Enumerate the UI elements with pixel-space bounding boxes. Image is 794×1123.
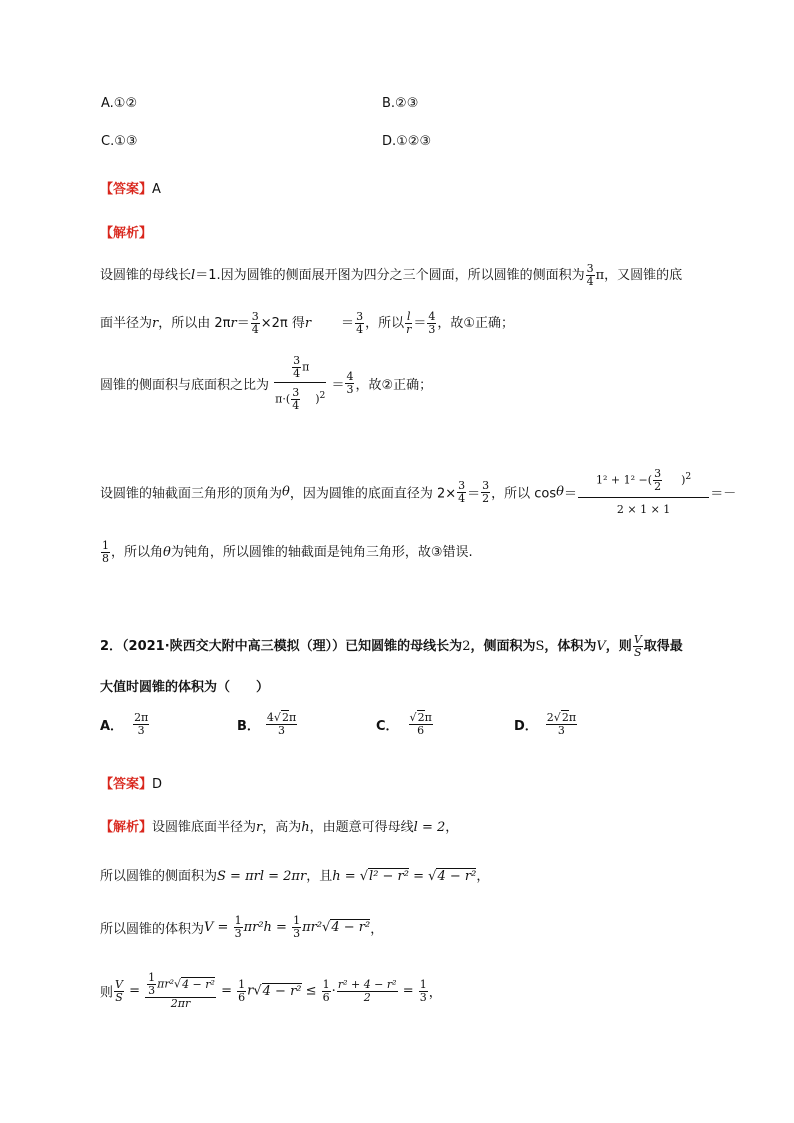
text: ，所以 [365,316,405,331]
paren: ) [315,392,320,406]
text: ， [476,869,490,884]
var-r: r [230,316,237,331]
q2-stem-line1 [100,634,683,659]
q2-source: （2021·陕西交大附中高三模拟（理）） [122,639,346,654]
option-c-text: C.①③ [101,134,138,149]
num-pre: 4 [266,711,274,724]
option-d [382,134,431,149]
equals: = [398,983,418,999]
num: 1 [293,914,301,927]
q1-line2 [100,311,514,336]
dot: · [331,983,336,999]
q2-number: 2． [100,639,123,654]
num: 4 [346,370,354,383]
option-d-text: D.①②③ [382,134,432,149]
answer-value: A [152,182,161,197]
q1-line4 [100,468,736,516]
text: 圆锥的侧面积与底面积之比为 [100,378,270,393]
var-r: r [152,316,159,331]
value: 2 [462,639,471,654]
fraction-avg [337,979,398,1004]
equation: l = 2 [413,820,446,835]
option-label: C． [376,719,399,734]
q2-analysis-line3: 所以圆锥的体积为V = $\frac{1}{3}$ πr²h = $\frac{1}{3}$ πr²√4 − r²， [100,914,384,940]
q2-analysis-line4: 则 $\frac{V}{S}$ = $\frac{1}{3}$ πr²√4 − r² 2πr = $\frac{1}{6}$ r√4 − r² ≤ $\frac{1}{6}$ · $\frac{\text{r² + 4 − r²}}{2}$ = $\frac{1}{3}$ ， [100,971,442,1010]
fraction-4-3 [427,311,436,336]
text: ，又圆锥的底 [604,268,683,283]
q1-line3 [100,355,432,412]
text: 大值时圆锥的体积为（ ） [100,680,270,695]
num: 3 [458,478,466,492]
big-fraction [145,972,216,1010]
text: 所以圆锥的侧面积为 [100,869,218,884]
text: ，故②正确； [355,378,433,393]
den: 3 [278,724,286,737]
radicand: 2 [417,711,425,724]
text: ，高为 [262,820,302,835]
fraction-V-S [114,979,124,1004]
text: 设圆锥的母线长 [100,268,192,283]
den: 3 [148,984,156,997]
q2-option-c [376,712,434,737]
text: ，所以角 [111,545,164,560]
num: 3 [356,310,364,323]
text: ＝ [413,316,427,331]
pi: π [595,268,605,283]
den: 4 [458,491,466,505]
equation: πr²h = [243,920,292,935]
radicand: 4 − r² [331,920,371,935]
square: 2 [319,389,326,401]
den: 4 [293,367,301,380]
var-theta: θ [163,545,171,560]
den: 4 [251,323,259,336]
paren: ( [647,473,653,487]
fraction-1-3 [419,979,428,1004]
num: 1 [238,977,246,991]
var-r: r [304,316,312,331]
num: V [633,633,642,646]
fraction-1-6 [237,979,246,1004]
option-label: B． [237,719,260,734]
option-label: A． [100,719,124,734]
den: S [634,646,642,659]
num-pre: 2 [546,711,554,724]
text: ＝ [331,378,345,393]
fraction-1-3 [292,915,301,940]
q2-option-a [100,712,150,737]
text: 设圆锥的轴截面三角形的顶角为 [100,486,283,502]
den: 4 [586,275,594,288]
text: ＝ [236,316,250,331]
text: ，所以由 2π [158,316,231,331]
cos-num-text: 1² + 1² − [596,473,648,487]
q2-analysis-line2: 所以圆锥的侧面积为S = πrl = 2πr，且h = √l² − r² = √4 − r²， [100,869,490,884]
den: 2 [363,990,371,1004]
fraction-l-r [405,311,412,336]
text: 面半径为 [100,316,153,331]
ratio-den [274,383,326,412]
text: ，所以 cos [491,486,557,502]
equals: = [216,983,237,999]
text: ＝ [564,486,578,502]
square: 2 [685,470,692,482]
num: 1 [102,539,109,552]
text: 所以圆锥的体积为 [100,922,205,937]
analysis-tag: 【解析】 [100,820,153,835]
var-r: r [256,820,263,835]
ratio-num [274,355,326,383]
text: ×2π 得 [260,316,305,331]
num: $\frac{1}{3}$ πr²√4 − r² [145,972,216,998]
text: ＝1.因为圆锥的侧面展开图为四分之三个圆面，所以圆锥的侧面积为 [195,268,585,283]
equals: = [408,869,429,884]
den: 3 [557,724,565,737]
radicand: 4 − r² [437,869,477,884]
den: 2 [482,491,490,505]
text: ， [428,985,442,1001]
num: r² + 4 − r² [337,977,397,991]
num: 4√2π [266,711,297,724]
fraction-3-4 [457,480,466,505]
num: 3 [586,262,594,275]
text: 已知圆锥的母线长为 [345,639,463,654]
answer-value: D [152,777,163,792]
fraction-V-S [633,634,643,659]
num: 3 [292,386,300,399]
text: 设圆锥底面半径为 [152,820,257,835]
var-r: r [247,983,254,999]
den: 6 [238,990,246,1004]
var-V: V [596,639,606,654]
text: 为钝角，所以圆锥的轴截面是钝角三角形，故③错误. [170,545,473,560]
answer-tag: 【答案】 [100,777,153,792]
pi-dot: π· [275,392,286,406]
var-theta: θ [556,484,564,500]
den: S [115,990,123,1004]
var-l: l [191,268,196,283]
option-label: D． [514,719,538,734]
fraction-1-6 [322,979,331,1004]
num: 1 [148,971,156,984]
option-b-fraction [266,712,297,737]
var-theta: θ [282,484,290,500]
text: ，且 [306,869,333,884]
radicand: 2 [281,711,289,724]
den: 2πr [170,997,191,1010]
q1-answer [100,178,161,197]
text: ，因为圆锥的底面直径为 2× [289,486,457,502]
den: 3 [137,724,145,737]
text: ，由题意可得母线 [309,820,414,835]
option-b-text: B.②③ [382,96,419,111]
num-post: π [424,711,432,724]
answer-tag: 【答案】 [100,182,153,197]
text: ，故①正确； [437,316,515,331]
num: 1 [234,914,242,927]
option-c-fraction [409,712,433,737]
fraction-4-3 [345,371,354,396]
equation: h = [332,869,360,884]
text: ＝ [341,316,355,331]
num: 3 [482,478,490,492]
var-S: S [535,639,545,654]
q2-stem-line2 [100,676,269,695]
q2-option-b [237,712,298,737]
equation: S = πrl = 2πr [217,869,307,884]
option-a [101,96,137,111]
den: 6 [322,990,330,1004]
text: ，侧面积为 [470,639,536,654]
num: 1 [419,977,427,991]
q2-option-d [514,712,578,737]
fraction-3-4 [355,311,364,336]
option-a-fraction [133,712,149,737]
num: 2π [134,711,149,724]
num: 3 [293,354,301,367]
den: 6 [417,724,425,737]
radicand: 4 − r² [262,983,302,999]
num: 3 [251,310,259,323]
analysis-tag: 【解析】 [100,226,153,241]
den: 3 [419,990,427,1004]
fraction-3-4 [292,355,301,380]
num: √2π [409,711,432,724]
num: 3 [654,467,662,480]
num-pre: πr² [157,977,175,991]
leq: ≤ [301,983,321,999]
fraction-3-4 [251,311,260,336]
den: 3 [428,323,436,336]
option-d-fraction [546,712,577,737]
var-h: h [301,820,310,835]
text: ，体积为 [544,639,597,654]
ratio-fraction [274,355,326,412]
den: 2 [654,480,662,493]
fraction-1-3 [147,972,156,997]
equation: πr² [302,920,323,935]
den: 8 [102,552,109,565]
pi: π [302,360,310,374]
text: ， [370,922,384,937]
option-a-text: A.①② [101,96,138,111]
fraction-3-4 [291,387,300,412]
paren: ) [681,473,686,487]
cos-fraction [578,468,709,516]
equals: = [124,983,145,999]
num: 4 [428,310,436,323]
fraction-3-2 [481,480,490,505]
q2-answer [100,773,162,792]
text: 取得最 [643,639,683,654]
num: 2√2π [546,711,577,724]
text: 则 [100,985,114,1001]
q2-analysis-line1 [100,816,458,835]
den: 4 [356,323,364,336]
num-post: π [288,711,297,724]
fraction-3-4 [586,263,595,288]
num: 1 [322,977,330,991]
option-c [101,134,138,149]
paren: ( [285,392,291,406]
cos-den: 2 × 1 × 1 [616,503,671,516]
cos-num [578,468,709,498]
radicand: 4 − r² [182,977,215,991]
q1-line1 [100,263,682,288]
option-b [382,96,418,111]
den: r [406,323,412,336]
num: V [115,977,123,991]
text: ，则 [605,639,632,654]
text: ， [445,820,459,835]
q1-line5 [100,540,473,565]
fraction-1-8 [101,540,110,565]
text: ＝－ [710,486,737,502]
num-post: π [568,711,577,724]
num: l [406,310,411,323]
q1-analysis-tag [100,222,152,241]
text: ＝ [467,486,481,502]
den: 3 [346,383,354,396]
radicand: 2 [561,711,569,724]
equation: V = [204,920,233,935]
den: 3 [293,927,301,940]
radicand: l² − r² [369,869,409,884]
fraction-1-3 [234,915,243,940]
den: 3 [234,927,242,940]
fraction-3-2 [653,468,662,493]
den: 4 [292,399,300,412]
